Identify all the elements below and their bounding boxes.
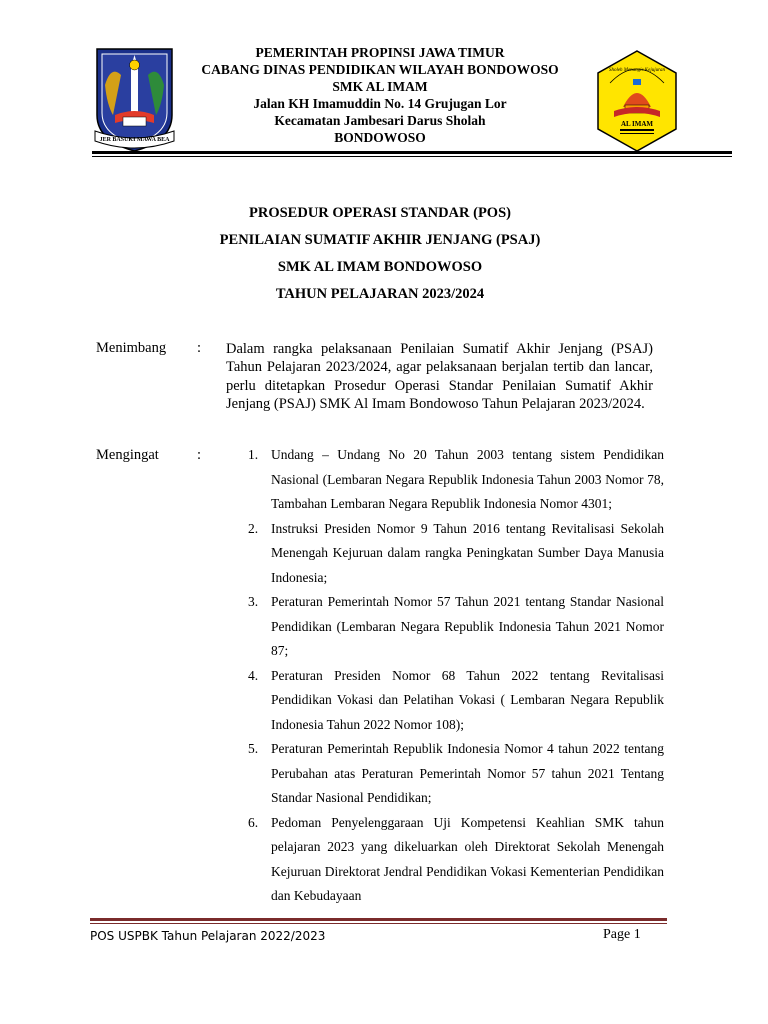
province-motto-text: JER BASUKI MAWA BEA [99,137,170,143]
list-item [244,517,664,591]
school-ribbon-text: Sholeh Menangis Kejujuran [608,68,666,73]
list-item [244,664,664,738]
letterhead-line-agency: CABANG DINAS PENDIDIKAN WILAYAH BONDOWOSO [201,62,559,77]
list-item-text: Peraturan Pemerintah Nomor 57 Tahun 2021 tentang Standar Nasional Pendidikan (Lembaran Negara Republik Indonesia Tahun 2021 Nomor 87; [271,594,664,658]
menimbang-label: Menimbang [96,340,167,356]
province-emblem-logo [91,45,178,153]
menimbang-colon: : [197,340,202,356]
letterhead-line-district: Kecamatan Jambesari Darus Sholah [274,113,486,128]
list-item-text: Peraturan Presiden Nomor 68 Tahun 2022 tentang Revitalisasi Pendidikan Vokasi dan Pelatihan Vokasi ( Lembaran Negara Republik Indonesia Tahun 2022 Nomor 108); [271,667,664,732]
list-item-text: Undang – Undang No 20 Tahun 2003 tentang sistem Pendidikan Nasional (Lembaran Negara Republik Indonesia Tahun 2003 Nomor 78, Tambahan Lembaran Negara Republik Indonesia Nomor 4301; [271,447,664,511]
doc-title-line-3: SMK AL IMAM BONDOWOSO [277,259,483,275]
doc-title-line-1: PROSEDUR OPERASI STANDAR (POS) [249,205,511,221]
letterhead-line-city: BONDOWOSO [334,130,426,145]
letterhead-line-school: SMK AL IMAM [332,79,428,94]
school-logo [596,49,678,153]
mengingat-colon: : [197,447,202,463]
letterhead-rule-thin [92,156,732,157]
page-number: Page 1 [603,927,641,942]
doc-title-line-4: TAHUN PELAJARAN 2023/2024 [275,286,485,302]
mengingat-label: Mengingat [96,447,159,463]
list-item-number: 6. [248,814,259,830]
list-item-number: 4. [248,667,259,683]
list-item [244,443,664,517]
list-item [244,590,664,664]
school-name-text: AL IMAM [620,120,654,128]
list-item-text: Peraturan Pemerintah Republik Indonesia Nomor 4 tahun 2022 tentang Perubahan atas Peraturan Pemerintah Nomor 57 tahun 2021 Tentang Standar Nasional Pendidikan; [271,741,664,805]
footer-doc-label: POS USPBK Tahun Pelajaran 2022/2023 [90,929,326,943]
footer-rule-thick [90,918,667,921]
letterhead-line-government: PEMERINTAH PROPINSI JAWA TIMUR [255,45,505,60]
letterhead-text [180,44,580,146]
list-item-number: 5. [248,741,259,756]
doc-title-line-2: PENILAIAN SUMATIF AKHIR JENJANG (PSAJ) [219,232,541,248]
list-item-number: 1. [248,447,259,462]
list-item-text: Pedoman Penyelenggaraan Uji Kompetensi Keahlian SMK tahun pelajaran 2023 yang dikeluarkan oleh Direktorat Sekolah Menengah Kejuruan Direktorat Jendral Pendidikan Vokasi Kementerian Pendidikan dan Kebudayaan [271,814,664,903]
letterhead-line-address: Jalan KH Imamuddin No. 14 Grujugan Lor [253,96,507,111]
letterhead-rule-thick [92,151,732,154]
mengingat-list [244,443,664,909]
list-item-number: 3. [248,594,259,609]
list-item [244,737,664,811]
list-item [244,811,664,909]
footer-rule-thin [90,923,667,924]
list-item-number: 2. [248,520,259,536]
list-item-text: Instruksi Presiden Nomor 9 Tahun 2016 tentang Revitalisasi Sekolah Menengah Kejuruan dalam rangka Peningkatan Sumber Daya Manusia Indonesia; [271,520,664,585]
menimbang-text: Dalam rangka pelaksanaan Penilaian Sumatif Akhir Jenjang (PSAJ) Tahun Pelajaran 2023/2024, agar pelaksanaan berjalan tertib dan lancar, perlu ditetapkan Prosedur Operasi Standar Penilaian Sumatif Akhir Jenjang (PSAJ) SMK Al Imam Bondowoso Tahun Pelajaran 2023/2024. [226,341,653,413]
